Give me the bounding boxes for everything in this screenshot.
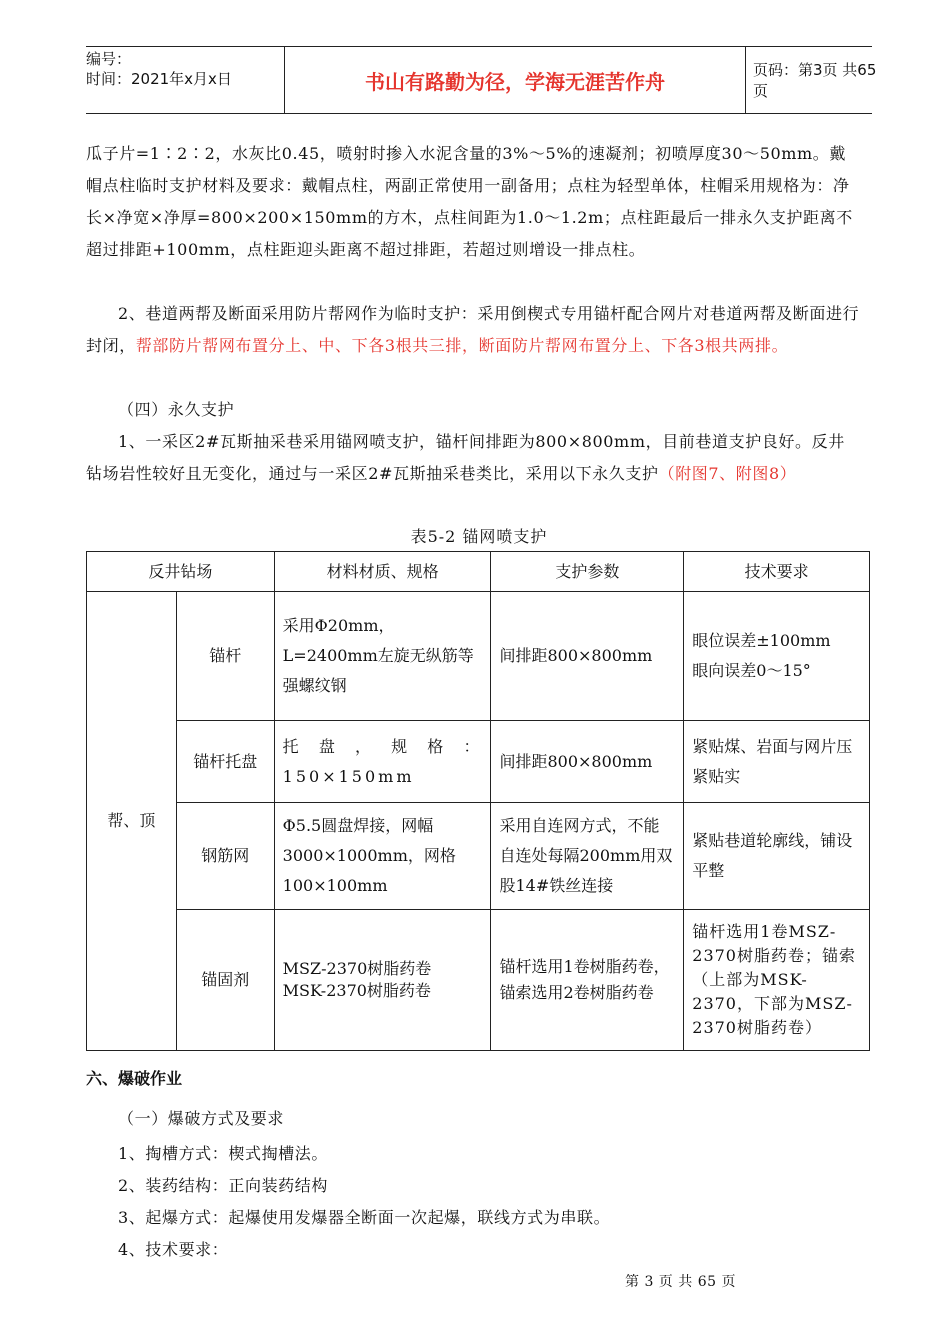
item-name: 钢筋网	[176, 803, 274, 910]
table-row	[87, 721, 870, 803]
paragraph-3-text: 1、一采区2#瓦斯抽采巷采用锚网喷支护，锚杆间排距为800×800mm，目前巷道支护良好。反井钻场岩性较好且无变化，通过与一采区2#瓦斯抽采巷类比，采用以下永久支护	[86, 432, 845, 483]
section-6-title: 六、爆破作业	[86, 1069, 183, 1088]
header-cell: 技术要求	[684, 552, 870, 592]
header-page: 页码：第3页 共65页	[753, 61, 877, 100]
table-row	[87, 592, 870, 721]
header-motto: 书山有路勤为径，学海无涯苦作舟	[284, 47, 746, 113]
page-header	[86, 46, 877, 114]
list-item: 2、装药结构：正向装药结构	[118, 1176, 328, 1195]
item-name: 锚杆托盘	[176, 721, 274, 803]
section-4-title: （四）永久支护	[118, 400, 235, 419]
table-row	[87, 910, 870, 1051]
header-cell: 反井钻场	[87, 552, 275, 592]
list-item: 1、掏槽方式：楔式掏槽法。	[118, 1144, 328, 1163]
paragraph-2	[86, 298, 860, 362]
header-time: 时间：2021年x月x日	[86, 70, 232, 88]
list-item: 4、技术要求：	[118, 1240, 229, 1259]
item-spec: 采用Φ20mm，L=2400mm左旋无纵筋等强螺纹钢	[274, 592, 491, 721]
paragraph-2-text: 2、巷道两帮及断面采用防片帮网作为临时支护：采用倒楔式专用锚杆配合网片对巷道两帮及断面进行封闭，	[86, 304, 860, 355]
item-name: 锚杆	[176, 592, 274, 721]
header-cell: 支护参数	[491, 552, 684, 592]
table-row	[87, 803, 870, 910]
item-param: 间排距800×800mm	[491, 721, 684, 803]
table-header-row	[87, 552, 870, 592]
section-6-subtitle: （一）爆破方式及要求	[118, 1109, 285, 1128]
item-param: 锚杆选用1卷树脂药卷，锚索选用2卷树脂药卷	[491, 910, 684, 1051]
item-param: 采用自连网方式，不能自连处每隔200mm用双股14#铁丝连接	[491, 803, 684, 910]
paragraph-1: 瓜子片=1∶2∶2，水灰比0.45，喷射时掺入水泥含量的3%～5%的速凝剂；初喷厚度30～50mm。戴帽点柱临时支护材料及要求：戴帽点柱，两副正常使用一副备用；点柱为轻型单体，柱帽采用规格为：净长×净宽×净厚=800×200×150mm的方木，点柱间距为1.0～1.2m；点柱距最后一排永久支护距离不超过排距+100mm，点柱距迎头距离不超过排距，若超过则增设一排点柱。	[86, 144, 853, 259]
item-req: 锚杆选用1卷MSZ-2370树脂药卷；锚索（上部为MSK-2370，下部为MSZ-2370树脂药卷）	[684, 910, 870, 1051]
support-table	[86, 551, 870, 1051]
item-req: 紧贴煤、岩面与网片压紧贴实	[684, 721, 870, 803]
list-item: 3、起爆方式：起爆使用发爆器全断面一次起爆，联线方式为串联。	[118, 1208, 611, 1227]
item-req: 眼位误差±100mm 眼向误差0～15°	[684, 592, 870, 721]
paragraph-3-ref: （附图7、附图8）	[658, 464, 797, 483]
paragraph-3	[86, 426, 860, 490]
paragraph-2-highlight: 帮部防片帮网布置分上、中、下各3根共三排，断面防片帮网布置分上、下各3根共两排。	[135, 336, 789, 355]
item-req: 紧贴巷道轮廓线，铺设平整	[684, 803, 870, 910]
header-number: 编号：	[86, 50, 132, 68]
header-cell: 材料材质、规格	[274, 552, 491, 592]
page-footer: 第 3 页 共 65 页	[625, 1274, 736, 1290]
item-spec: MSZ-2370树脂药卷 MSK-2370树脂药卷	[274, 910, 491, 1051]
header-meta	[86, 47, 284, 115]
group-cell: 帮、顶	[87, 592, 177, 1051]
item-spec: 托盘，规格：150×150mm	[274, 721, 491, 803]
item-param: 间排距800×800mm	[491, 592, 684, 721]
table-caption: 表5-2 锚网喷支护	[410, 527, 548, 546]
item-spec: Φ5.5圆盘焊接，网幅3000×1000mm，网格100×100mm	[274, 803, 491, 910]
item-name: 锚固剂	[176, 910, 274, 1051]
